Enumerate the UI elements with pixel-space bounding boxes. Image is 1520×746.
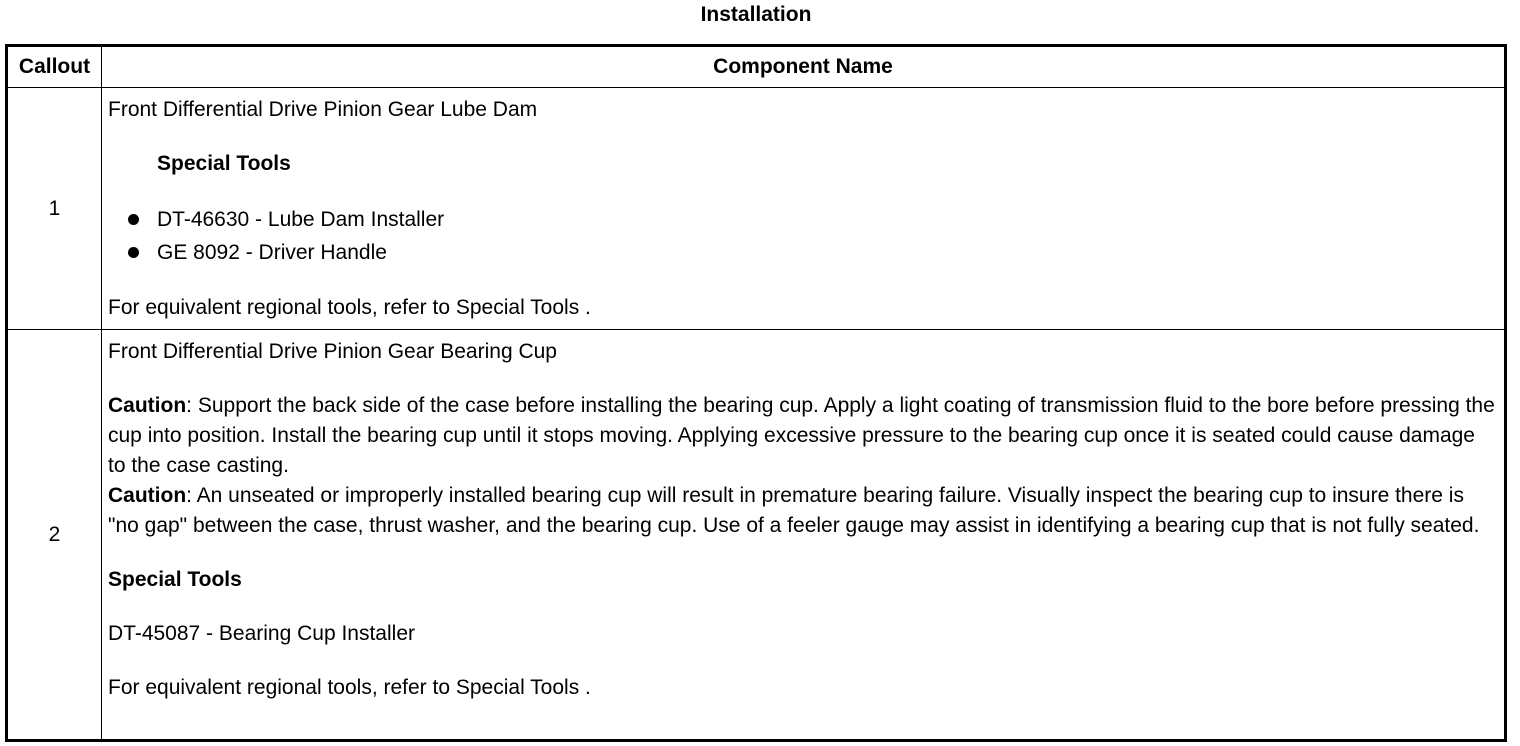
- special-tools-heading: Special Tools: [157, 152, 291, 175]
- bullet-icon: [128, 247, 139, 258]
- table-header-row: [7, 46, 1506, 88]
- caution-text: : An unseated or improperly installed bearing cup will result in premature bearing failure. Visually inspect the bearing cup to insure there is "no gap" between the case, thrust washer, and the bearing cup. Use of a feeler gauge may assist in identifying a bearing cup that is not fully seated.: [108, 484, 1480, 537]
- component-name: Front Differential Drive Pinion Gear Bearing Cup: [108, 340, 557, 363]
- regional-tools-note: For equivalent regional tools, refer to Special Tools .: [108, 676, 591, 699]
- list-item: [108, 203, 1498, 236]
- component-cell: [102, 330, 1506, 741]
- caution-note: [108, 481, 1498, 541]
- page-title: Installation: [700, 3, 812, 26]
- caution-text: : Support the back side of the case before installing the bearing cup. Apply a light coating of transmission fluid to the bore before pressing the cup into position. Install the bearing cup until it stops moving. Applying excessive pressure to the bearing cup once it is seated could cause damage to the case casting.: [108, 394, 1495, 477]
- list-item: [108, 236, 1498, 269]
- callout-number: 2: [7, 330, 102, 741]
- component-name: Front Differential Drive Pinion Gear Lube Dam: [108, 98, 538, 121]
- tool-label: DT-46630 - Lube Dam Installer: [157, 208, 445, 231]
- table-row: [7, 330, 1506, 741]
- bullet-icon: [128, 214, 139, 225]
- component-table: [5, 44, 1507, 742]
- special-tools-list: [108, 203, 1498, 269]
- caution-label: Caution: [108, 484, 187, 507]
- regional-tools-note: For equivalent regional tools, refer to Special Tools .: [108, 296, 591, 319]
- component-name-column-header: Component Name: [102, 46, 1506, 88]
- callout-number: 1: [7, 88, 102, 330]
- caution-note: [108, 391, 1498, 481]
- tool-label: DT-45087 - Bearing Cup Installer: [108, 622, 415, 645]
- caution-label: Caution: [108, 394, 187, 417]
- table-row: [7, 88, 1506, 330]
- tool-label: GE 8092 - Driver Handle: [157, 241, 387, 264]
- callout-column-header: Callout: [7, 46, 102, 88]
- special-tools-heading: Special Tools: [108, 568, 242, 591]
- component-cell: [102, 88, 1506, 330]
